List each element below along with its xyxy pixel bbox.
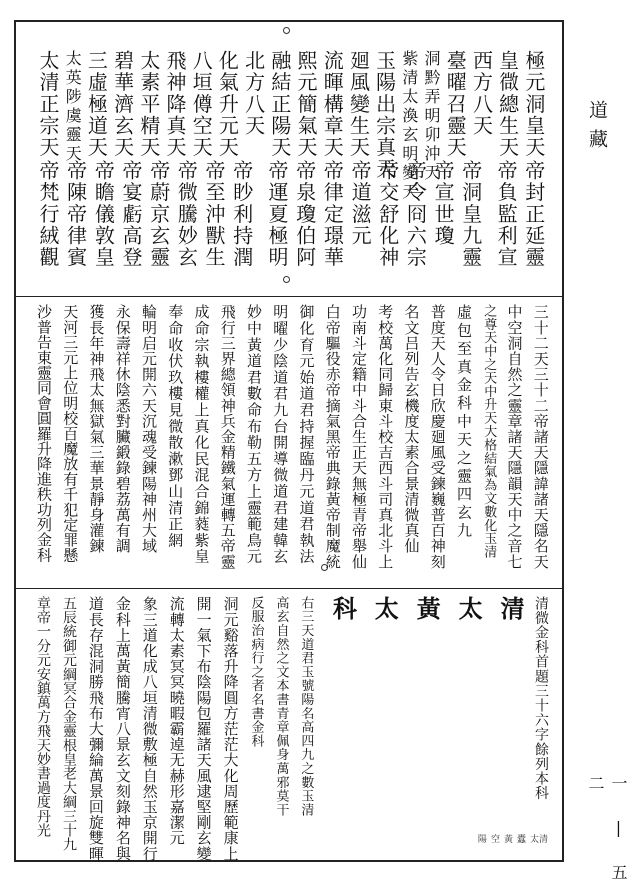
text-column: 成命宗執樓權上真化民混合錦蕤紫皇 xyxy=(192,304,211,565)
text-column: 章帝一分元安鎮萬方飛天妙書過度丹光 xyxy=(35,596,51,838)
seal-glyph-column: 太 xyxy=(454,596,483,626)
entry-name: 臺曜召靈天 xyxy=(443,50,468,158)
entry-name: 洞黔弄明卯沖天 xyxy=(422,50,442,183)
text-column: 妙中黃道君數命布勒五方上靈範鳥元 xyxy=(245,304,263,565)
entry-deity: 帝負監利宣 xyxy=(494,160,519,268)
binding-circle-top xyxy=(283,27,290,34)
entry-name: 皇㣲總生天 xyxy=(495,50,520,158)
entry-name: 碧華濟玄天 xyxy=(110,50,135,158)
entry-name: 化氣升元天 xyxy=(215,50,240,158)
seal-gloss: 太清 xyxy=(529,835,548,845)
text-column: 右三天道君玉號陽名高四九之數玉清 xyxy=(298,596,314,817)
seal-gloss-row xyxy=(398,832,548,845)
text-column: 功南斗定籍中斗合生正天無極青帝舉仙 xyxy=(350,304,368,570)
text-column: 考校萬化同歸東斗校吉西斗司真北斗上 xyxy=(376,304,395,570)
entry-name: 西方八天 xyxy=(469,50,494,137)
entry-name: 極元洞皇天 xyxy=(521,50,546,158)
entry-name: 太素平精天 xyxy=(136,50,161,158)
text-column: 虛包至真金科中天之靈四玄九 xyxy=(455,304,473,541)
seal-glyph-column: 清 xyxy=(496,596,525,626)
entry-deity: 帝封正延靈 xyxy=(521,160,546,268)
text-column: 名文吕列告玄機度太素合景清微真仙 xyxy=(402,304,421,554)
text-column: 道長存混洞勝飛布大彌綸萬景回旋雙暉 xyxy=(86,596,105,862)
text-column: 反服治病行之者名書金科 xyxy=(248,596,264,748)
entry-name: 玉陽出宗真天 xyxy=(372,50,397,180)
text-column: 明曜少陰道君九台開導微道君建韓玄 xyxy=(271,304,290,565)
entry-deity: 帝道滋元 xyxy=(348,160,373,247)
entry-deity: 帝令冏六宗 xyxy=(403,160,428,268)
text-column: 三十二天三十二帝諸天隱諱諸天隱名天 xyxy=(531,304,550,570)
entry-name: 飛神降真天 xyxy=(163,50,188,158)
entry-deity: 帝交舒化神 xyxy=(375,160,400,268)
text-column: 清微金科首題三十六字餘列本科 xyxy=(533,596,549,801)
text-column: 輪明启元開六天沉魂受鍊陽神州大域 xyxy=(140,304,158,554)
text-column: 普度天人令日欣慶廻風受鍊巍普百神刻 xyxy=(428,304,447,570)
entry-deity: 帝律定璟華 xyxy=(320,160,345,268)
text-column: 金科上萬黃簡騰宵八景玄文刻錄神名與 xyxy=(113,596,132,862)
text-column: 獲長年神飛太無獄氣三華景靜身灌鍊 xyxy=(87,304,106,554)
entry-name: 廻風變生天 xyxy=(346,50,371,158)
text-column: 中空洞自然之靈章諸天隱韻天中之音七 xyxy=(505,304,524,570)
text-column: 開一氣下布陰陽包羅諸天風逮堅剛玄變 xyxy=(194,596,213,862)
entry-name: 融結正陽天 xyxy=(267,50,292,158)
entry-name: 流暉構章天 xyxy=(320,50,345,158)
entry-deity: 帝眇利持潤 xyxy=(229,160,254,268)
text-column: 沙普告東靈同會圓羅升降進秩功列金科 xyxy=(35,304,53,563)
seal-gloss: 陽 xyxy=(477,835,487,845)
text-column: 天河三元上位明校百魔放有千犯定罪懸 xyxy=(61,304,80,563)
text-column: 洞元谿落升降圓方茫茫大化周歷範康上 xyxy=(221,596,240,862)
entry-deity: 帝洞皇九靈 xyxy=(458,160,483,268)
entry-name: 太清正宗天 xyxy=(36,50,60,158)
seal-glyph-column: 太 xyxy=(370,596,399,626)
seal-glyph-column: 科 xyxy=(328,596,357,626)
section-divider-top xyxy=(14,296,564,297)
page-number: 一 | 五 二 xyxy=(586,775,628,884)
text-column: 象三道化成八垣清微敷極自然玉京開行 xyxy=(140,596,159,862)
entry-deity: 帝宣世瓊 xyxy=(431,160,456,247)
entry-name: 太英陟虞靈天 xyxy=(63,50,83,164)
top-band-lower xyxy=(38,160,544,270)
seal-gloss: 蠹 xyxy=(516,835,526,845)
text-column: 高玄自然之文本書青章佩身萬邪莫干 xyxy=(273,596,289,817)
entry-name: 三虛極道天 xyxy=(84,50,109,158)
entry-deity: 帝泉瓊伯阿 xyxy=(292,160,317,268)
entry-deity: 帝宴虧高登 xyxy=(119,160,144,268)
text-column: 永保壽祥休陰悉對臟鍛錄碧荔萬有調 xyxy=(113,304,132,554)
entry-name: 紫清太渙玄明變天 xyxy=(399,50,419,202)
middle-text-block xyxy=(36,304,548,582)
entry-deity: 帝運夏極明 xyxy=(265,160,290,268)
entry-name: 八垣僔空天 xyxy=(189,50,214,158)
text-column: 御化育元始道君持握臨丹元道君執法 xyxy=(297,304,316,565)
entry-deity: 帝梵行絨觀 xyxy=(36,160,60,268)
text-column: 飛行三界總領神兵金精鐵氣運轉五帝靈 xyxy=(218,304,237,570)
seal-glyph-column: 黃 xyxy=(412,596,441,626)
section-divider-bottom xyxy=(14,588,564,589)
entry-deity: 帝微騰妙玄 xyxy=(174,160,199,268)
text-column: 流轉太素冥冥曉暇霸逴无赫形嘉潔元 xyxy=(167,596,186,846)
entry-name: 北方八天 xyxy=(241,50,266,137)
top-band-upper xyxy=(36,50,546,202)
seal-gloss: 空 xyxy=(490,835,500,845)
text-column: 白帝驅役赤帝摘氣黑帝典錄黃帝制魔統 xyxy=(323,304,342,570)
entry-name: 熙元簡氣天 xyxy=(294,50,319,158)
entry-deity: 帝蔚京玄靈 xyxy=(146,160,171,268)
bottom-text-block xyxy=(35,596,549,862)
text-column: 五辰統御元綱冥合金靈根皇老大綱三十九 xyxy=(60,596,77,852)
entry-deity: 帝瞻儀敦皇 xyxy=(91,160,116,268)
text-column: 之尊天中之天中升天大格結氣為文數化玉清 xyxy=(481,304,497,559)
book-title: 道藏 xyxy=(586,100,608,158)
seal-gloss: 黃 xyxy=(503,835,513,845)
entry-deity: 帝至沖獸生 xyxy=(202,160,227,268)
binding-circle-1 xyxy=(283,276,290,283)
entry-deity: 帝陳帝律賓 xyxy=(63,160,88,268)
text-column: 奉命收伏玖樓見微散漱鄧山清正網 xyxy=(166,304,185,549)
